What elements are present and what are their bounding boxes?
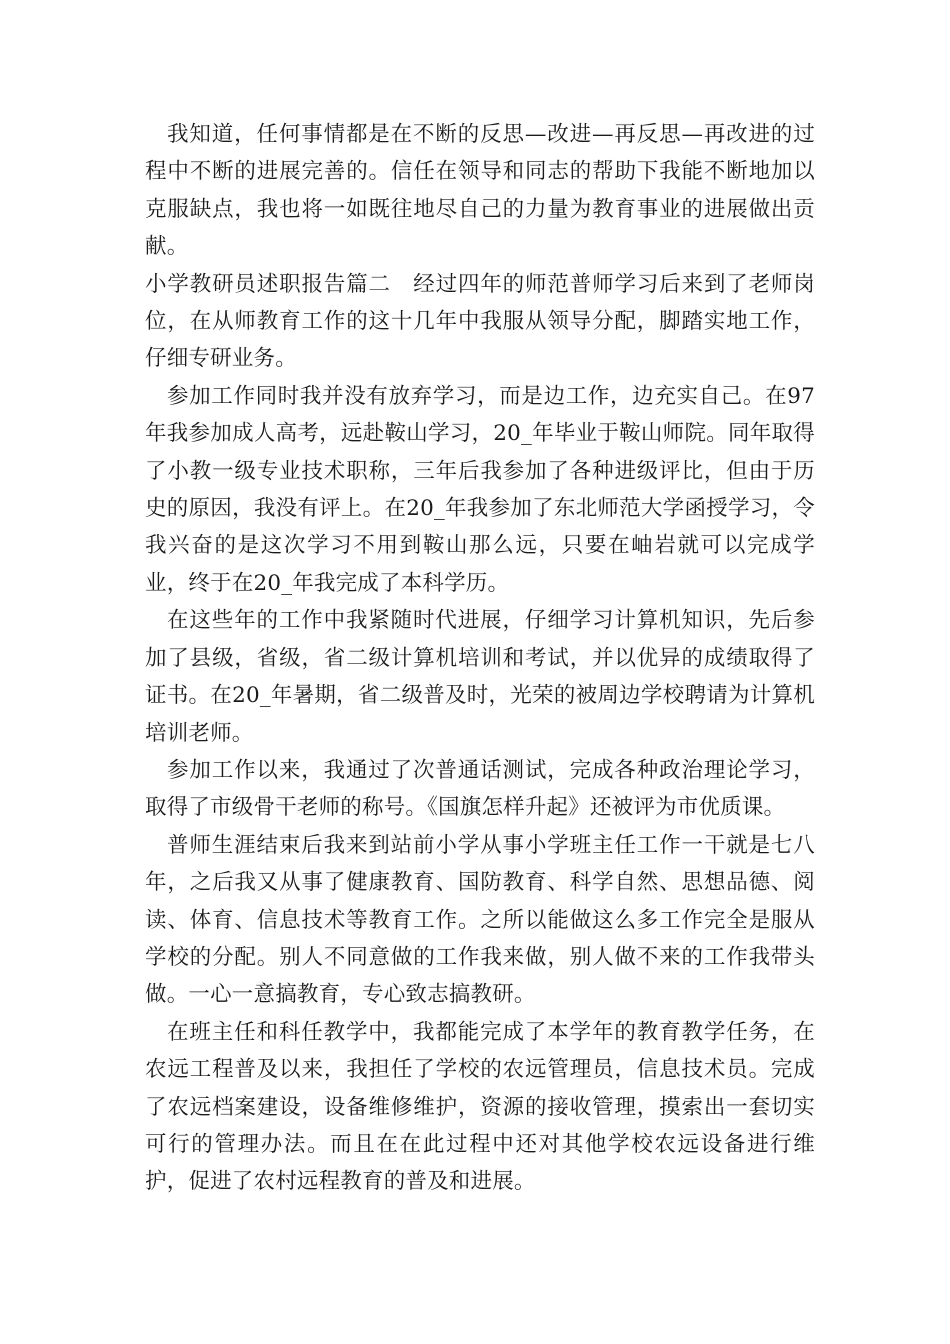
- paragraph-2-section-heading: 小学教研员述职报告篇二 经过四年的师范普师学习后来到了老师岗位，在从师教育工作的这十几年中我服从领导分配，脚踏实地工作，仔细专研业务。: [145, 271, 815, 372]
- paragraph-3: 参加工作同时我并没有放弃学习，而是边工作，边充实自己。在97年我参加成人高考，远赴鞍山学习，20_年毕业于鞍山师院。同年取得了小教一级专业技术职称，三年后我参加了各种进级评比，但由于历史的原因，我没有评上。在20_年我参加了东北师范大学函授学习，令我兴奋的是这次学习不用到鞍山那么远，只要在岫岩就可以完成学业，终于在20_年我完成了本科学历。: [145, 383, 815, 596]
- paragraph-7: 在班主任和科任教学中，我都能完成了本学年的教育教学任务，在农远工程普及以来，我担任了学校的农远管理员，信息技术员。完成了农远档案建设，设备维修维护，资源的接收管理，摸索出一套切实可行的管理办法。而且在在此过程中还对其他学校农远设备进行维护，促进了农村远程教育的普及和进展。: [145, 1019, 815, 1195]
- paragraph-1: 我知道，任何事情都是在不断的反思—改进—再反思—再改进的过程中不断的进展完善的。信任在领导和同志的帮助下我能不断地加以克服缺点，我也将一如既往地尽自己的力量为教育事业的进展做出贡献。: [145, 122, 815, 260]
- paragraph-5: 参加工作以来，我通过了次普通话测试，完成各种政治理论学习，取得了市级骨干老师的称号。《国旗怎样升起》还被评为市优质课。: [145, 757, 815, 821]
- paragraph-4: 在这些年的工作中我紧随时代进展，仔细学习计算机知识，先后参加了县级，省级，省二级计算机培训和考试，并以优异的成绩取得了证书。在20_年暑期，省二级普及时，光荣的被周边学校聘请为计算机培训老师。: [145, 608, 815, 746]
- paragraph-6: 普师生涯结束后我来到站前小学从事小学班主任工作一干就是七八年，之后我又从事了健康教育、国防教育、科学自然、思想品德、阅读、体育、信息技术等教育工作。之所以能做这么多工作完全是服从学校的分配。别人不同意做的工作我来做，别人做不来的工作我带头做。一心一意搞教育，专心致志搞教研。: [145, 832, 815, 1008]
- document-body: [145, 116, 815, 1201]
